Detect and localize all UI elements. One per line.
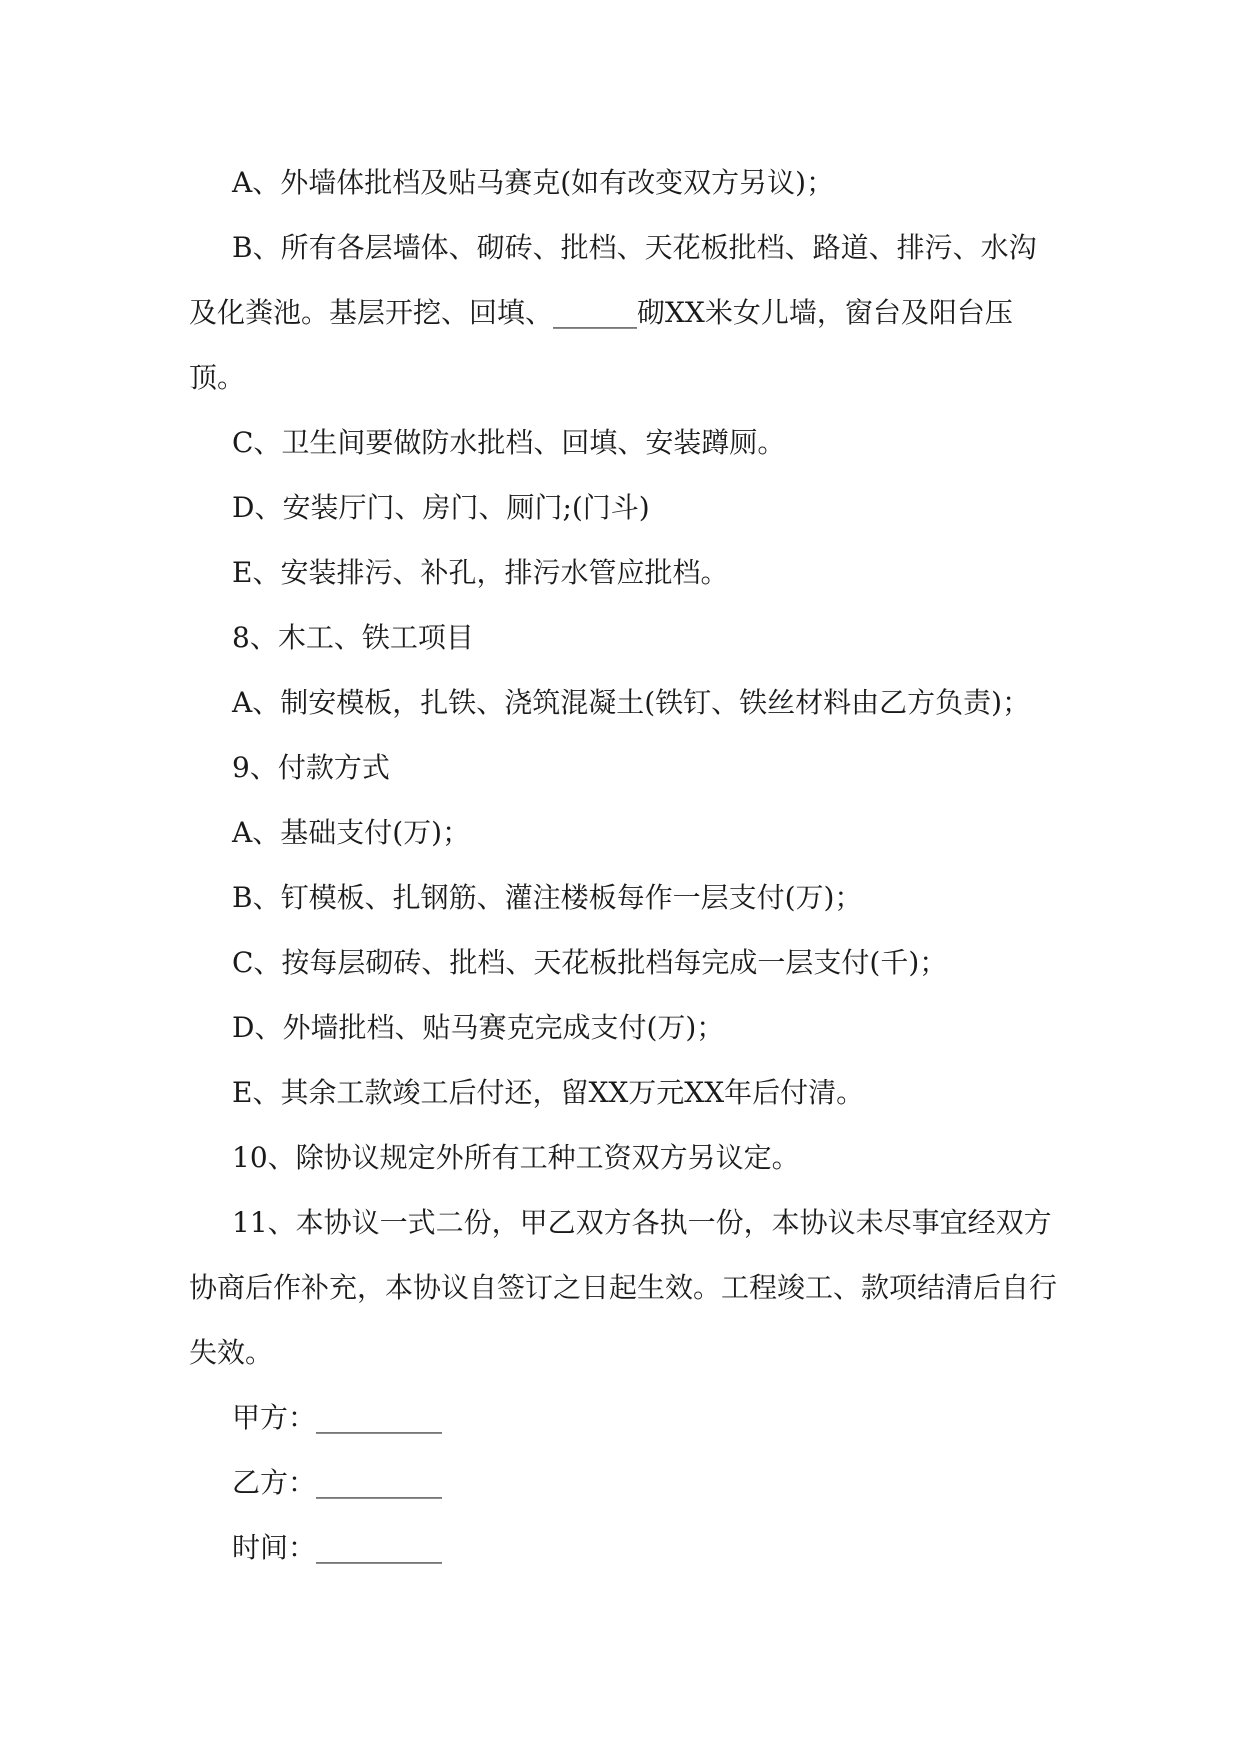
- clause-e-sewage: E、安装排污、补孔，排污水管应批档。: [232, 556, 729, 589]
- payment-b: B、钉模板、扎钢筋、灌注楼板每作一层支付(万)；: [232, 881, 863, 914]
- clause-d-doors: D、安装厅门、房门、厕门;(门斗): [232, 491, 650, 524]
- payment-c: C、按每层砌砖、批档、天花板批档每完成一层支付(千)；: [232, 946, 948, 979]
- section-10: 10、除协议规定外所有工种工资双方另议定。: [232, 1141, 800, 1174]
- section-9-heading: 9、付款方式: [232, 751, 390, 784]
- clause-c-bathroom: C、卫生间要做防水批档、回填、安装蹲厕。: [232, 426, 786, 459]
- clause-8a-formwork: A、制安模板，扎铁、浇筑混凝土(铁钉、铁丝材料由乙方负责)；: [232, 686, 1031, 719]
- document-body: [189, 150, 1061, 1580]
- payment-d: D、外墙批档、贴马赛克完成支付(万)；: [232, 1011, 725, 1044]
- clause-b-walls-drainage: B、所有各层墙体、砌砖、批档、天花板批档、路道、排污、水沟及化粪池。基层开挖、回填、______砌XX米女儿墙，窗台及阳台压顶。: [189, 231, 1037, 394]
- payment-e: E、其余工款竣工后付还，留XX万元XX年后付清。: [232, 1076, 865, 1109]
- payment-a: A、基础支付(万)；: [232, 816, 471, 849]
- section-8-heading: 8、木工、铁工项目: [232, 621, 474, 654]
- party-b-signature-line: 乙方：_________: [232, 1466, 443, 1499]
- date-line: 时间：_________: [232, 1531, 443, 1564]
- section-11: 11、本协议一式二份，甲乙双方各执一份，本协议未尽事宜经双方协商后作补充，本协议自签订之日起生效。工程竣工、款项结清后自行失效。: [189, 1206, 1058, 1369]
- clause-a-exterior-wall: A、外墙体批档及贴马赛克(如有改变双方另议)；: [232, 166, 835, 199]
- party-a-signature-line: 甲方：_________: [232, 1401, 443, 1434]
